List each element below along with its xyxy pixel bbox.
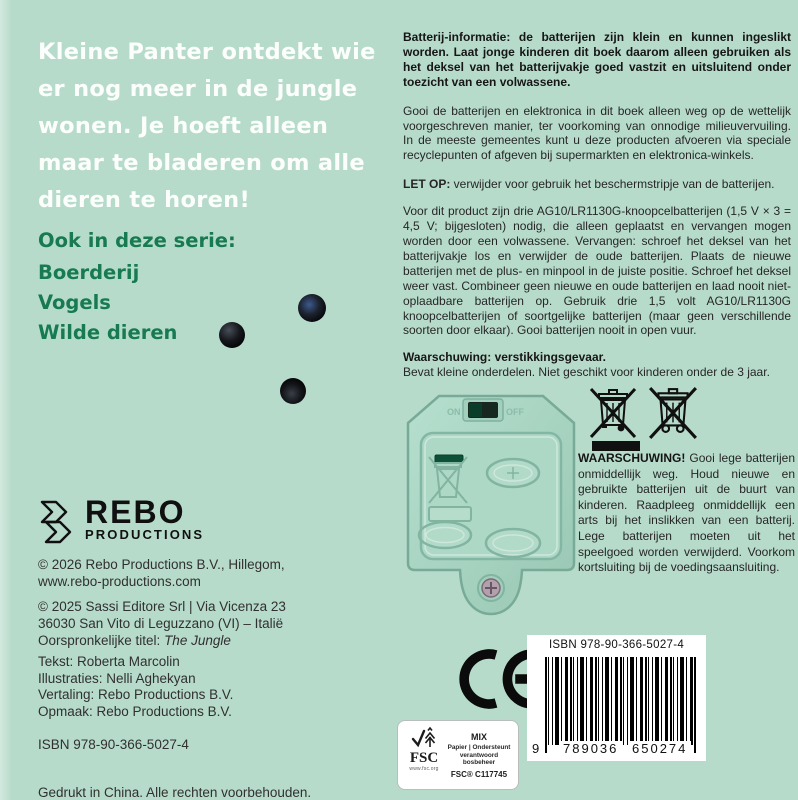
original-title-label: Oorspronkelijke titel: (38, 633, 165, 648)
isbn-barcode (527, 635, 706, 761)
credit-line: Vertaling: Rebo Productions B.V. (38, 687, 234, 702)
copyright-rebo (38, 556, 285, 590)
series-list (38, 226, 236, 348)
fsc-tree-check-icon (411, 726, 437, 750)
credit-line: Tekst: Roberta Marcolin (38, 654, 180, 669)
blurb-text (38, 34, 403, 219)
battery-warning-block (578, 451, 795, 576)
battery-disposal-paragraph: Gooi de batterijen en elektronica in dit boek alleen weg op de wettelijk voorgeschreven manier, ter voorkoming van onnodige milieuvervuiling. In de meeste gemeentes kunt u deze producten afvoeren via speciale recyclepunten of afgeven bij supermarkten en elektronica-winkels. (403, 103, 791, 163)
fsc-label (397, 720, 519, 790)
rebo-subtitle: PRODUCTIONS (85, 527, 205, 542)
fsc-url: www.fsc.org (409, 766, 439, 772)
barcode-digit-group: 650274 (628, 741, 691, 756)
weee-crossed-bin-icon (646, 386, 700, 440)
barcode-bars (545, 657, 696, 745)
die-cut-hole (219, 322, 245, 348)
warning-label: WAARSCHUWING! (578, 451, 686, 465)
barcode-digits (527, 742, 706, 756)
fsc-subtitle-line: verantwoord bosbeheer (459, 751, 499, 767)
publisher-website: www.rebo-productions.com (38, 574, 201, 589)
publisher-logo (38, 494, 205, 547)
barcode-isbn-text: ISBN 978-90-366-5027-4 (548, 639, 685, 651)
choking-warning-text: Bevat kleine onderdelen. Niet geschikt voor kinderen onder de 3 jaar. (403, 365, 770, 380)
credit-line: Opmaak: Rebo Productions B.V. (38, 703, 232, 719)
fsc-mix-label: MIX (470, 732, 487, 743)
attention-text: verwijder voor gebruik het beschermstripje van de batterijen. (450, 177, 775, 192)
choking-warning-heading: Waarschuwing: verstikkingsgevaar. (403, 350, 606, 365)
weee-underbar (592, 441, 640, 451)
copyright-line: 36030 San Vito di Leguzzano (VI) – Italië (38, 616, 284, 631)
die-cut-hole (280, 378, 306, 404)
copyright-line: © 2026 Rebo Productions B.V., Hillegom, (38, 557, 285, 572)
copyright-sassi (38, 598, 286, 649)
die-cut-hole (298, 294, 326, 322)
warning-text: Gooi lege batterijen onmiddellijk weg. Houd nieuwe en gebruikte batterijen uit de buurt van kinderen. Raadpleeg onmiddellijk een arts bij het inslikken van een batterij. Lege batterijen moeten uit het speelgoed worden verwijderd. Voorkom kortsluiting bij de voedingsaansluiting. (578, 451, 795, 575)
fsc-certificate-code: FSC® C117745 (450, 769, 508, 779)
series-item: Vogels (38, 291, 111, 314)
blurb-line: er nog meer in de jungle (38, 76, 358, 102)
copyright-line: © 2025 Sassi Editore Srl | Via Vicenza 23 (38, 599, 286, 614)
series-item: Boerderij (38, 261, 140, 284)
fsc-wordmark: FSC (409, 750, 439, 766)
blurb-line: maar te bladeren om alle (38, 150, 365, 176)
blurb-line: wonen. Je hoeft alleen (38, 113, 329, 139)
battery-info-intro: Batterij-informatie: de batterijen zijn klein en kunnen ingeslikt worden. Laat jonge kinderen dit boek daarom alleen gebruiken als het deksel van het batterijvakje goed vastzit en uitsluitend onder toezicht van een volwassene. (403, 30, 791, 89)
original-title: The Jungle (164, 633, 231, 648)
battery-compartment-illustration (405, 393, 577, 625)
fsc-subtitle-line: Papier | Ondersteunt (447, 744, 511, 752)
series-item: Wilde dieren (38, 321, 178, 344)
battery-replacement-paragraph: Voor dit product zijn drie AG10/LR1130G-knoopcelbatterijen (1,5 V × 3 = 4,5 V; bijgesloten) nodig, die alleen geplaatst en vervangen mogen worden door een volwassene. Vervangen: schroef het deksel van het batterijvakje los en verwijder de oude batterijen. Plaats de nieuwe batterijen met de plus- en minpool in de juiste positie. Schroef het deksel weer vast. Combineer geen nieuwe en oude batterijen en laad nooit niet-oplaadbare batterijen op. Gebruik drie 1,5 volt AG10/LR1130G knoopcelbatterijen of soortgelijke batterijen (maar geen verschillende soorten door elkaar). Gooi batterijen nooit in open vuur. (403, 204, 791, 338)
credit-line: Illustraties: Nelli Aghekyan (38, 670, 196, 686)
series-heading: Ook in deze serie: (38, 229, 236, 252)
led-window (435, 455, 463, 463)
attention-paragraph (403, 177, 791, 192)
credits-block (38, 654, 233, 720)
isbn-text: ISBN 978-90-366-5027-4 (38, 737, 189, 752)
rebo-wordmark: REBO (85, 494, 186, 530)
rebo-chevrons-icon (38, 499, 80, 547)
battery-info-column (403, 30, 791, 380)
original-title-line (38, 632, 286, 649)
attention-label: LET OP: (403, 177, 451, 192)
spine-edge (0, 0, 12, 800)
printed-in-line: Gedrukt in China. Alle rechten voorbehouden. (38, 785, 312, 800)
barcode-digit-left: 9 (532, 741, 540, 756)
on-label: ON (447, 407, 461, 417)
blurb-line: dieren te horen! (38, 187, 251, 213)
blurb-line: Kleine Panter ontdekt wie (38, 39, 376, 65)
off-label: OFF (506, 407, 524, 417)
barcode-digit-group: 789036 (559, 741, 622, 756)
weee-crossed-bin-icon (588, 387, 638, 439)
